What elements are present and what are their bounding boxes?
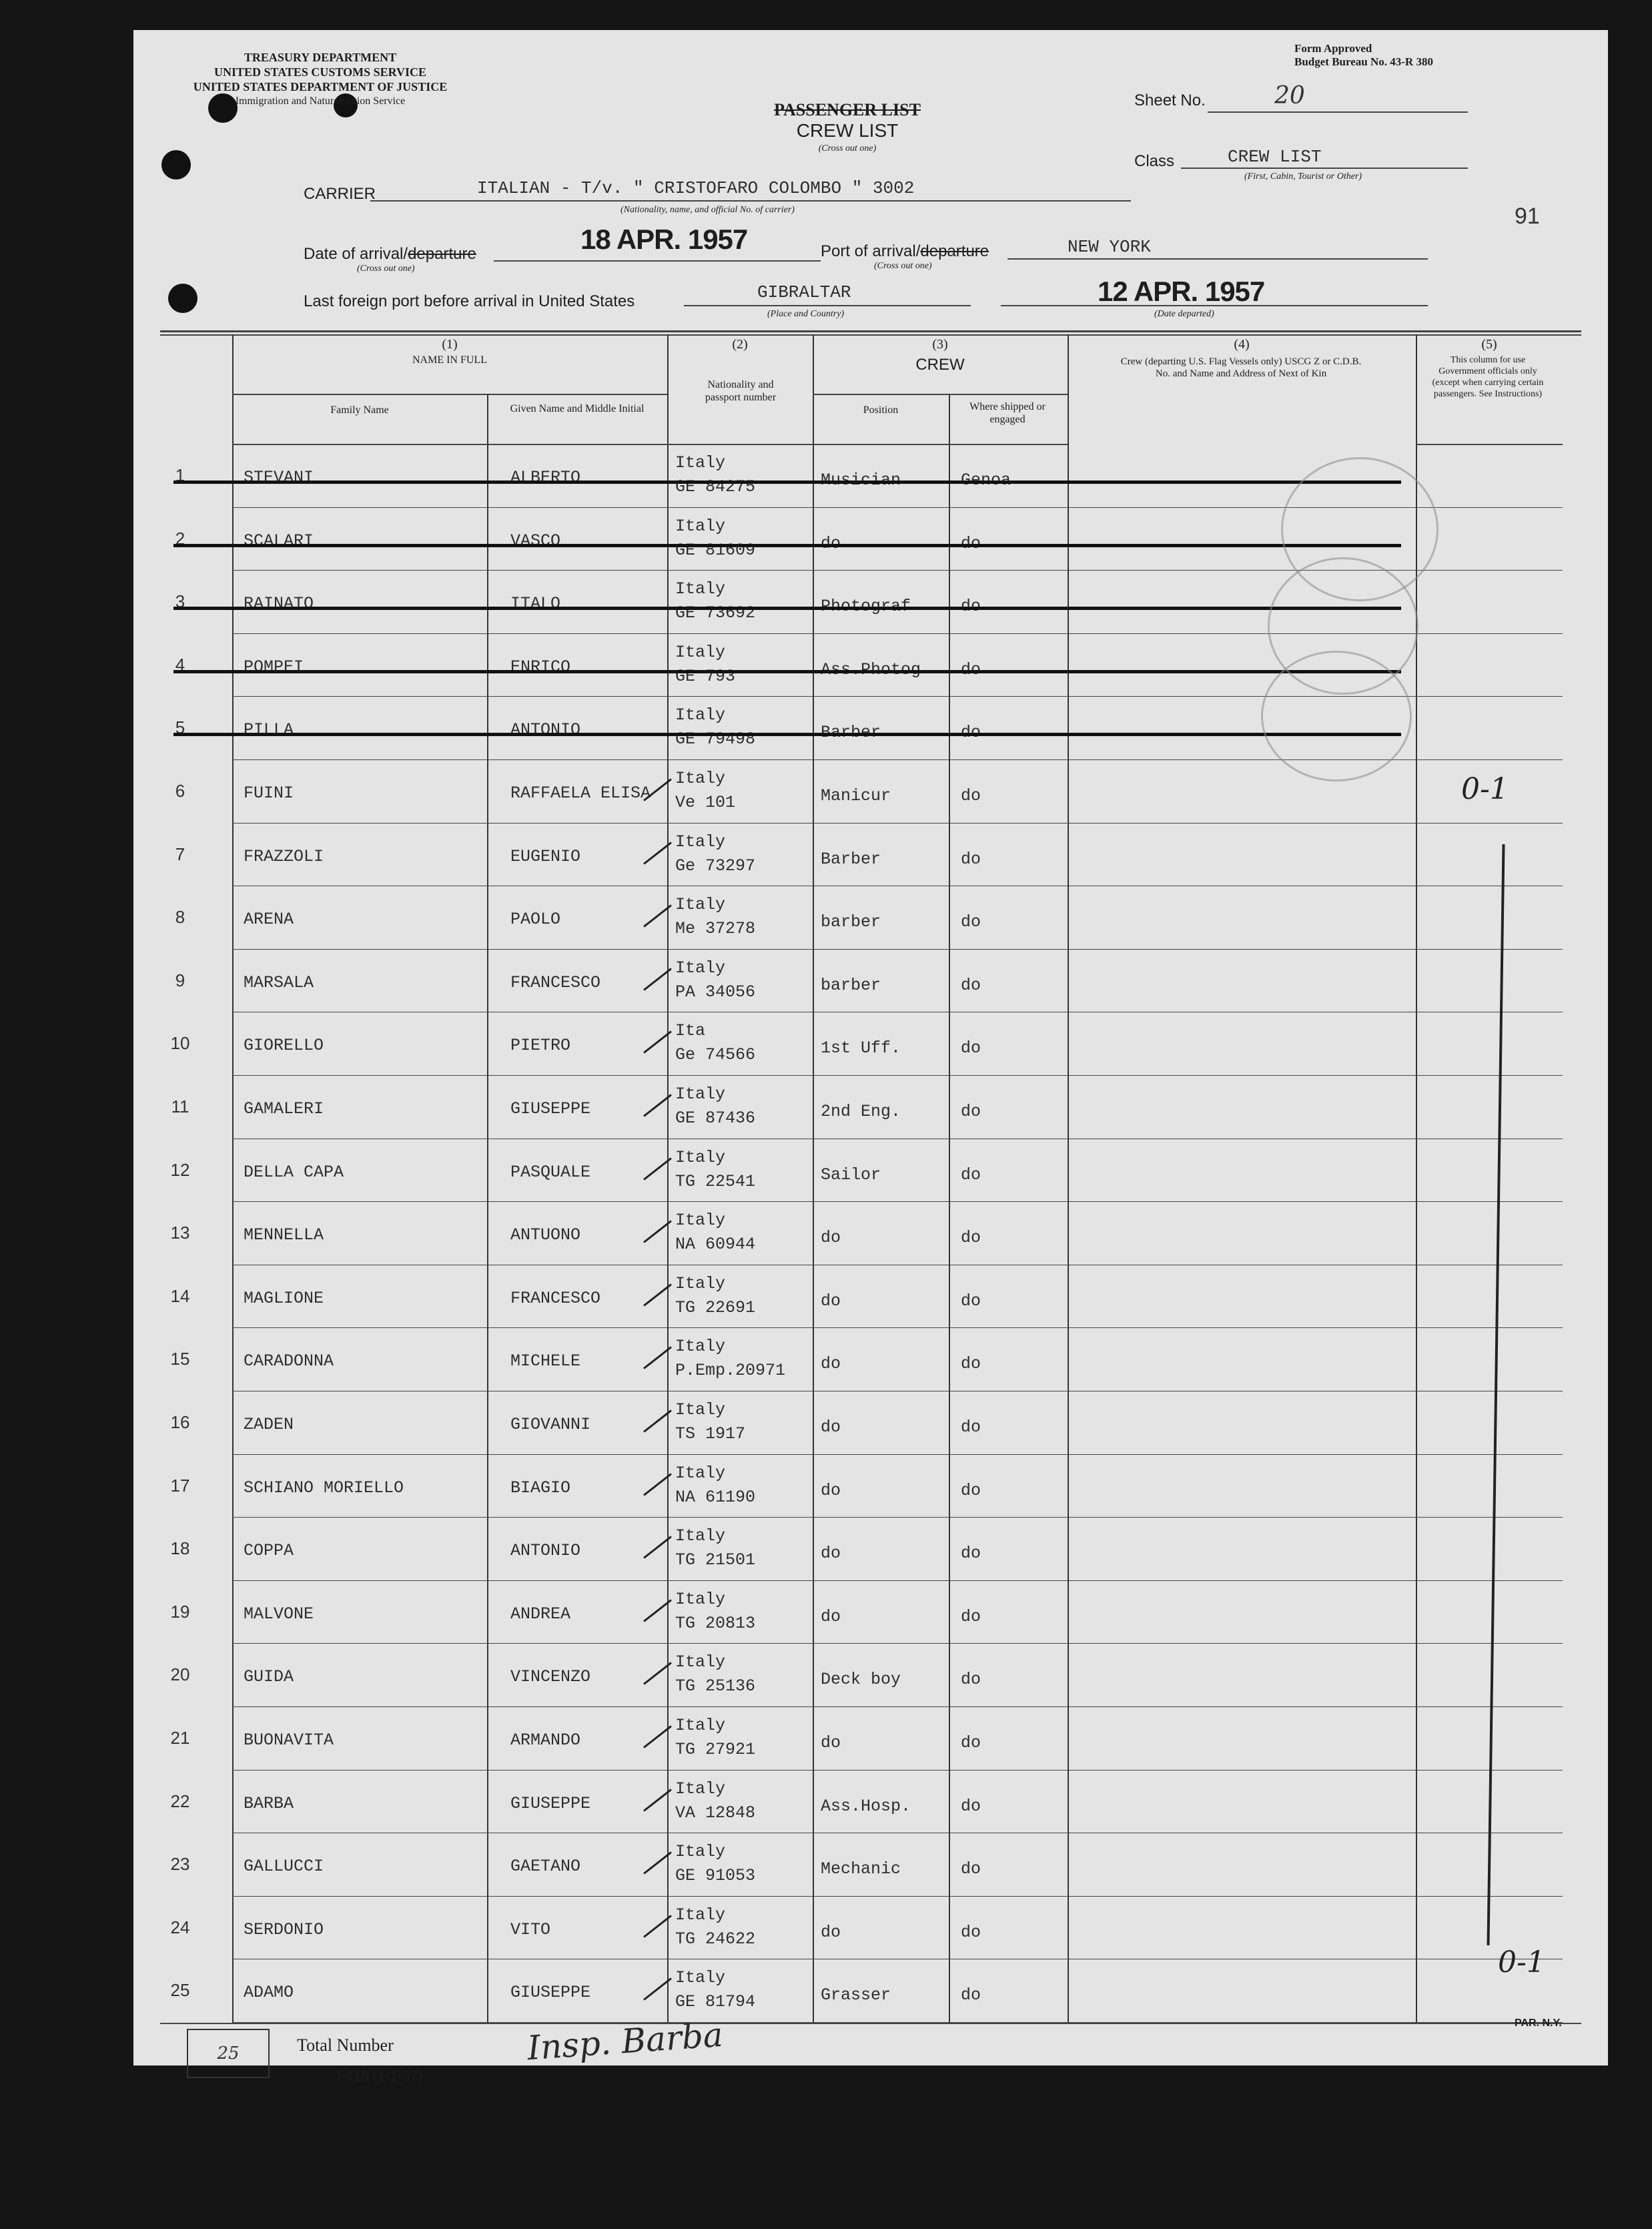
family-name: ADAMO [244, 1983, 294, 2003]
cross-out-caption: (Cross out one) [357, 264, 415, 274]
form-approved-line: Form Approved [1294, 42, 1372, 55]
given-name: GIUSEPPE [510, 1099, 591, 1119]
family-name: CARADONNA [244, 1351, 334, 1371]
passport-number: TG 22541 [675, 1171, 756, 1191]
nationality: Italy [675, 453, 726, 472]
row-number: 2 [175, 528, 185, 549]
nationality-header: Nationality and passport number [705, 379, 777, 403]
table-top-rule [160, 334, 1581, 336]
col2-number: (2) [732, 337, 748, 352]
where-shipped: do [961, 533, 981, 553]
header-bottom-rule [1416, 444, 1563, 445]
list-title: CREW LIST [796, 120, 899, 141]
passport-number: TS 1917 [675, 1424, 746, 1444]
row-rule [232, 1770, 1563, 1771]
passport-number: TG 25136 [675, 1676, 756, 1696]
row-number: 16 [170, 1412, 190, 1432]
position: 2nd Eng. [821, 1102, 901, 1121]
row-number: 17 [170, 1475, 190, 1496]
family-name: MENNELLA [244, 1225, 324, 1245]
row-rule [232, 1896, 1563, 1897]
port-struck: departure [920, 242, 989, 260]
row-rule [232, 1580, 1563, 1581]
table-top-rule [160, 330, 1581, 332]
punch-hole [168, 284, 197, 313]
total-box [187, 2029, 270, 2078]
row-number: 24 [170, 1917, 190, 1937]
carrier-caption: (Nationality, name, and official No. of carrier) [621, 205, 795, 215]
passport-number: Ge 73297 [675, 856, 756, 876]
where-shipped: do [961, 1606, 981, 1626]
given-name: GIUSEPPE [510, 1983, 591, 2003]
passport-number: GE 73692 [675, 603, 756, 623]
row-number: 13 [170, 1223, 190, 1243]
family-name: GIORELLO [244, 1036, 324, 1056]
where-shipped: do [961, 1985, 981, 2005]
crew-list-form [133, 30, 1608, 2084]
where-shipped: do [961, 1670, 981, 1690]
port-value: NEW YORK [1068, 237, 1151, 257]
where-shipped: do [961, 597, 981, 617]
where-shipped: do [961, 1165, 981, 1185]
header-sub-rule [813, 394, 1068, 395]
family-name: ARENA [244, 910, 294, 930]
where-shipped: Genoa [961, 470, 1011, 490]
row-number: 18 [170, 1538, 190, 1559]
given-name: RAFFAELA ELISA [510, 783, 651, 803]
given-name: PIETRO [510, 1036, 571, 1056]
nationality: Italy [675, 1084, 726, 1104]
row-number: 11 [171, 1096, 189, 1117]
where-shipped: do [961, 1291, 981, 1311]
arrival-struck: departure [408, 245, 476, 263]
family-name: GALLUCCI [244, 1857, 324, 1877]
nationality: Italy [675, 769, 726, 788]
position: Barber [821, 723, 881, 743]
position: do [821, 1291, 841, 1311]
position: Grasser [821, 1985, 891, 2005]
position: do [821, 1606, 841, 1626]
row-number: 21 [170, 1728, 190, 1748]
passport-number: TG 27921 [675, 1740, 756, 1759]
family-name: SERDONIO [244, 1919, 324, 1939]
nationality: Italy [675, 1526, 726, 1546]
family-name: MAGLIONE [244, 1288, 324, 1308]
nationality: Italy [675, 1211, 726, 1231]
strike-through [173, 733, 1401, 736]
nationality: Italy [675, 1968, 726, 1988]
class-label: Class [1134, 152, 1175, 170]
given-name: VITO [510, 1919, 551, 1939]
where-shipped: do [961, 659, 981, 679]
row-number: 5 [175, 717, 185, 738]
position: Barber [821, 849, 881, 869]
position: do [821, 1544, 841, 1564]
strike-through [173, 670, 1401, 673]
row-rule [232, 1327, 1563, 1328]
sheet-label: Sheet No. [1134, 91, 1206, 109]
position: Mechanic [821, 1859, 901, 1879]
total-value: 25 [217, 2043, 240, 2063]
row-number: 12 [170, 1159, 190, 1180]
passport-number: GE 793 [675, 666, 736, 686]
page-number: 91 [1515, 204, 1540, 229]
row-number: 25 [170, 1980, 190, 2001]
row-number: 23 [170, 1854, 190, 1875]
position: do [821, 1228, 841, 1248]
given-name: MICHELE [510, 1351, 581, 1371]
row-rule [232, 1517, 1563, 1518]
position: do [821, 1354, 841, 1374]
position: Sailor [821, 1165, 881, 1185]
form-approved [1294, 42, 1433, 69]
given-name: PAOLO [510, 910, 561, 930]
nationality: Italy [675, 642, 726, 662]
given-name: EUGENIO [510, 846, 581, 866]
strike-through [173, 544, 1401, 547]
strike-through [173, 607, 1401, 610]
agency-header [160, 50, 480, 109]
position: Ass.Photog [821, 659, 921, 679]
given-name: ANTONIO [510, 720, 581, 740]
class-caption: (First, Cabin, Tourist or Other) [1244, 172, 1362, 182]
given-name: ARMANDO [510, 1730, 581, 1750]
nationality: Italy [675, 1400, 726, 1419]
family-name: GAMALERI [244, 1099, 324, 1119]
class-underline [1181, 168, 1468, 169]
row-number: 20 [170, 1664, 190, 1685]
nationality: Italy [675, 1652, 726, 1672]
carrier-underline [370, 200, 1131, 202]
last-port-value: GIBRALTAR [757, 282, 851, 302]
given-name: GAETANO [510, 1857, 581, 1877]
last-port-underline [684, 305, 971, 306]
row-rule [232, 1454, 1563, 1455]
arrival-underline [494, 260, 821, 262]
nationality: Italy [675, 1147, 726, 1167]
passport-number: P.Emp.20971 [675, 1361, 786, 1381]
given-name: VINCENZO [510, 1667, 591, 1687]
family-name: SCALARI [244, 531, 314, 551]
row-number: 9 [175, 970, 185, 990]
where-shipped: do [961, 1102, 981, 1121]
where-shipped: do [961, 849, 981, 869]
col5-number: (5) [1481, 337, 1497, 352]
row-number: 3 [175, 591, 185, 612]
nationality: Italy [675, 1842, 726, 1862]
row-rule [232, 823, 1563, 824]
where-shipped: do [961, 1038, 981, 1058]
class-value: CREW LIST [1228, 147, 1322, 167]
family-name: MARSALA [244, 972, 314, 992]
position: do [821, 533, 841, 553]
crew-header: CREW [915, 356, 965, 374]
family-name: STEVANI [244, 468, 314, 487]
shipped-header: Where shipped or engaged [969, 401, 1046, 425]
row-number: 14 [170, 1285, 190, 1306]
nationality: Italy [675, 832, 726, 852]
given-name: ANDREA [510, 1604, 571, 1624]
header-sub-rule [232, 394, 667, 395]
family-name: ZADEN [244, 1415, 294, 1434]
cross-out-caption: (Cross out one) [818, 143, 877, 153]
form-approved-line: Budget Bureau No. 43-R 380 [1294, 55, 1433, 68]
position: do [821, 1733, 841, 1753]
nationality: Italy [675, 516, 726, 536]
arrival-label-text: Date of arrival/ [304, 245, 408, 263]
position: Ass.Hosp. [821, 1796, 911, 1816]
passport-number: GE 79498 [675, 729, 756, 749]
cross-out-caption: (Cross out one) [874, 261, 932, 271]
passport-number: NA 61190 [675, 1487, 756, 1507]
family-name: GUIDA [244, 1667, 294, 1687]
where-shipped: do [961, 786, 981, 806]
table-bottom-rule [160, 2023, 1581, 2024]
position: barber [821, 975, 881, 995]
where-shipped: do [961, 1859, 981, 1879]
where-shipped: do [961, 1228, 981, 1248]
passport-number: NA 60944 [675, 1235, 756, 1255]
strike-through [173, 481, 1401, 484]
nationality: Italy [675, 1337, 726, 1357]
given-name: PASQUALE [510, 1162, 591, 1182]
arrival-label [304, 245, 476, 264]
consulate-stamp [1261, 651, 1412, 781]
col4-number: (4) [1234, 337, 1250, 352]
row-number: 19 [170, 1601, 190, 1622]
where-shipped: do [961, 912, 981, 932]
family-name-header: Family Name [330, 404, 389, 416]
where-shipped: do [961, 975, 981, 995]
nationality: Italy [675, 705, 726, 725]
row-rule [232, 1643, 1563, 1644]
total-label: Total Number [297, 2035, 394, 2055]
passport-number: TG 20813 [675, 1613, 756, 1633]
family-name: BUONAVITA [244, 1730, 334, 1750]
position: barber [821, 912, 881, 932]
family-name: FRAZZOLI [244, 846, 324, 866]
position: Deck boy [821, 1670, 901, 1690]
where-shipped: do [961, 1796, 981, 1816]
nationality: Italy [675, 1716, 726, 1735]
inspector-signature: Insp. Barba [526, 2015, 725, 2068]
row-rule [232, 1201, 1563, 1202]
family-name: MALVONE [244, 1604, 314, 1624]
given-name: ANTUONO [510, 1225, 581, 1245]
given-name: BIAGIO [510, 1478, 571, 1498]
col-divider [487, 394, 488, 2023]
position: do [821, 1480, 841, 1500]
family-name: COPPA [244, 1541, 294, 1561]
passport-number: GE 84275 [675, 477, 756, 497]
row-number: 15 [170, 1349, 190, 1369]
passport-number: VA 12848 [675, 1803, 756, 1823]
port-label-text: Port of arrival/ [821, 242, 921, 260]
header-bottom-rule [232, 444, 1068, 445]
row-number: 1 [175, 465, 185, 485]
nationality: Ita [675, 1021, 706, 1041]
agency-line: Immigration and Naturalization Service [235, 95, 406, 107]
carrier-value: ITALIAN - T/v. " CRISTOFARO COLOMBO " 3002 [477, 178, 915, 198]
given-name: ITALO [510, 594, 561, 614]
where-shipped: do [961, 1480, 981, 1500]
nationality: Italy [675, 1779, 726, 1799]
given-name: FRANCESCO [510, 1288, 601, 1308]
family-name: RAINATO [244, 594, 314, 614]
printer-mark: PAR. N.Y. [1515, 2017, 1562, 2029]
nationality: Italy [675, 1905, 726, 1925]
given-name: ENRICO [510, 657, 571, 677]
col3-number: (3) [932, 337, 948, 352]
passport-number: Ve 101 [675, 793, 736, 812]
col1-number: (1) [442, 337, 458, 352]
passport-number: TG 21501 [675, 1550, 756, 1570]
list-title-struck: PASSENGER LIST [774, 100, 921, 119]
sheet-underline [1208, 111, 1468, 113]
agency-line: TREASURY DEPARTMENT [244, 51, 397, 64]
given-name: ANTONIO [510, 1541, 581, 1561]
family-name: PILLA [244, 720, 294, 740]
date-departed: 12 APR. 1957 [1098, 276, 1265, 307]
agency-line: UNITED STATES CUSTOMS SERVICE [214, 65, 426, 79]
passport-number: Ge 74566 [675, 1045, 756, 1065]
row-number: 10 [170, 1033, 190, 1054]
position: 1st Uff. [821, 1038, 901, 1058]
where-shipped: do [961, 1544, 981, 1564]
row-number: 4 [175, 654, 185, 675]
carrier-label: CARRIER [304, 185, 376, 203]
passport-number: GE 91053 [675, 1866, 756, 1886]
where-shipped: do [961, 723, 981, 743]
col1-title: NAME IN FULL [412, 354, 487, 366]
port-underline [1007, 258, 1428, 260]
where-shipped: do [961, 1733, 981, 1753]
arrival-date: 18 APR. 1957 [580, 224, 748, 255]
passport-number: PA 34056 [675, 982, 756, 1002]
nationality: Italy [675, 958, 726, 978]
nationality: Italy [675, 1463, 726, 1483]
row-number: 7 [175, 844, 185, 864]
passport-number: GE 87436 [675, 1108, 756, 1128]
row-number: 8 [175, 907, 185, 928]
row-rule [232, 1706, 1563, 1707]
sheet-value: 20 [1274, 82, 1305, 109]
position: do [821, 1417, 841, 1437]
position: do [821, 1922, 841, 1942]
form-id: I-418 (1-1-57) [337, 2069, 423, 2084]
given-name: ALBERTO [510, 468, 581, 487]
given-name: FRANCESCO [510, 972, 601, 992]
passport-number: TG 22691 [675, 1297, 756, 1317]
nationality: Italy [675, 579, 726, 599]
col4-header: Crew (departing U.S. Flag Vessels only) USCG Z or C.D.B. No. and Name and Address of Next of Kin [1120, 356, 1362, 379]
family-name: DELLA CAPA [244, 1162, 344, 1182]
nationality: Italy [675, 895, 726, 915]
punch-hole [161, 150, 191, 180]
given-name-header: Given Name and Middle Initial [510, 403, 645, 414]
position: Photograf [821, 597, 911, 617]
row-rule [232, 949, 1563, 950]
position: Manicur [821, 786, 891, 806]
official-mark-bottom: 0-1 [1498, 1945, 1545, 1979]
family-name: SCHIANO MORIELLO [244, 1478, 404, 1498]
family-name: FUINI [244, 783, 294, 803]
passport-number: TG 24622 [675, 1929, 756, 1949]
passport-number: Me 37278 [675, 919, 756, 939]
where-shipped: do [961, 1417, 981, 1437]
col-divider [949, 394, 950, 2023]
row-number: 22 [170, 1791, 190, 1811]
nationality: Italy [675, 1273, 726, 1293]
port-label [821, 242, 989, 261]
where-shipped: do [961, 1354, 981, 1374]
given-name: GIUSEPPE [510, 1793, 591, 1813]
family-name: BARBA [244, 1793, 294, 1813]
position: Musician [821, 470, 901, 490]
agency-line: UNITED STATES DEPARTMENT OF JUSTICE [193, 80, 448, 93]
row-rule [232, 1075, 1563, 1076]
given-name: VASCO [510, 531, 561, 551]
position-header: Position [863, 404, 899, 416]
given-name: GIOVANNI [510, 1415, 591, 1434]
where-shipped: do [961, 1922, 981, 1942]
official-mark-top: 0-1 [1461, 772, 1509, 806]
nationality: Italy [675, 1589, 726, 1609]
last-port-label: Last foreign port before arrival in United States [304, 292, 635, 310]
last-port-caption: (Place and Country) [767, 309, 845, 319]
bracket-line [1487, 844, 1505, 1945]
row-number: 6 [175, 781, 185, 801]
passport-number: GE 81609 [675, 540, 756, 560]
family-name: POMPEI [244, 657, 304, 677]
date-departed-caption: (Date departed) [1154, 309, 1214, 319]
passport-number: GE 81794 [675, 1992, 756, 2012]
col5-header: This column for use Government officials only (except when carrying certain passengers. See Instructions) [1432, 355, 1544, 399]
